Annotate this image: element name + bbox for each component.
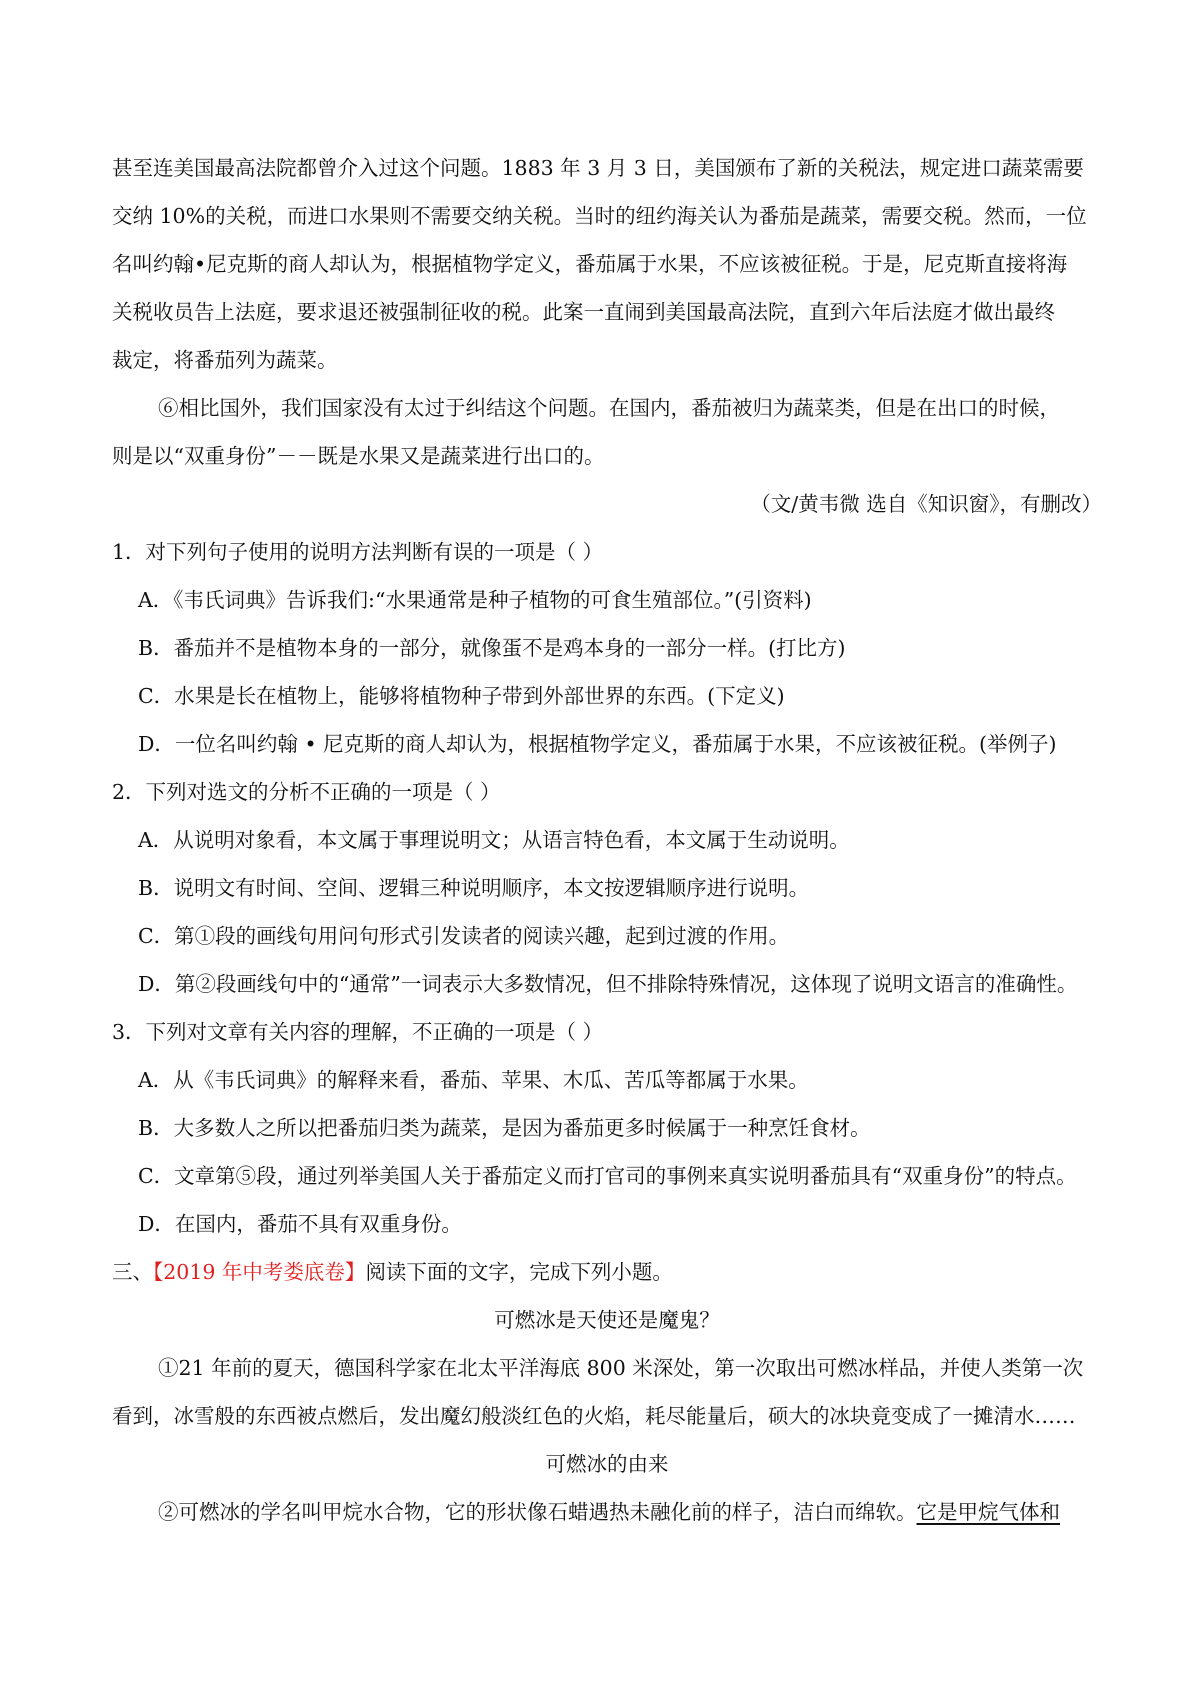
source-citation: （文/黄韦微 选自《知识窗》，有删改） (750, 492, 1102, 516)
question-1-option-b: B．番茄并不是植物本身的一部分，就像蛋不是鸡本身的一部分一样。(打比方) (138, 636, 846, 660)
article-subtitle: 可燃冰的由来 (545, 1452, 669, 1476)
section-3-instruction: 阅读下面的文字，完成下列小题。 (365, 1260, 673, 1284)
passage-line: 关税收员告上法庭，要求退还被强制征收的税。此案一直闹到美国最高法院，直到六年后法庭才做出最终 (112, 300, 1055, 324)
question-2-option-c: C．第①段的画线句用问句形式引发读者的阅读兴趣，起到过渡的作用。 (138, 924, 790, 948)
article-paragraph-2-line (158, 1498, 1102, 1526)
question-2-option-a: A．从说明对象看，本文属于事理说明文；从语言特色看，本文属于生动说明。 (138, 828, 850, 852)
article-paragraph-1-line: 看到，冰雪般的东西被点燃后，发出魔幻般淡红色的火焰，耗尽能量后，硕大的冰块竟变成了一摊清水…… (112, 1404, 1076, 1428)
question-1-option-a: A．《韦氏词典》告诉我们:“水果通常是种子植物的可食生殖部位。”(引资料) (138, 588, 812, 612)
question-3-option-b: B．大多数人之所以把番茄归类为蔬菜，是因为番茄更多时候属于一种烹饪食材。 (138, 1116, 871, 1140)
passage-line: 交纳 10%的关税，而进口水果则不需要交纳关税。当时的纽约海关认为番茄是蔬菜，需要交税。然而，一位 (112, 204, 1087, 228)
passage-line: 甚至连美国最高法院都曾介入过这个问题。1883 年 3 月 3 日，美国颁布了新的关税法，规定进口蔬菜需要 (112, 156, 1084, 180)
question-2-option-b: B．说明文有时间、空间、逻辑三种说明顺序，本文按逻辑顺序进行说明。 (138, 876, 810, 900)
underlined-sentence: 它是甲烷气体和 (916, 1500, 1060, 1524)
paragraph-6-line: 则是以“双重身份”－－既是水果又是蔬菜进行出口的。 (112, 444, 605, 468)
paragraph-6-line: ⑥相比国外，我们国家没有太过于纠结这个问题。在国内，番茄被归为蔬菜类，但是在出口的时候， (158, 396, 1060, 420)
paragraph-2-text: ②可燃冰的学名叫甲烷水合物，它的形状像石蜡遇热未融化前的样子，洁白而绵软。 (158, 1500, 917, 1524)
question-3-stem: 3．下列对文章有关内容的理解，不正确的一项是（ ） (112, 1020, 604, 1044)
article-paragraph-1-line: ①21 年前的夏天，德国科学家在北太平洋海底 800 米深处，第一次取出可燃冰样品，并使人类第一次 (158, 1356, 1084, 1380)
question-3-option-c: C．文章第⑤段，通过列举美国人关于番茄定义而打官司的事例来真实说明番茄具有“双重身份”的特点。 (138, 1164, 1077, 1188)
question-1-stem: 1．对下列句子使用的说明方法判断有误的一项是（ ） (112, 540, 604, 564)
question-1-option-c: C．水果是长在植物上，能够将植物种子带到外部世界的东西。(下定义) (138, 684, 785, 708)
question-2-option-d: D．第②段画线句中的“通常”一词表示大多数情况，但不排除特殊情况，这体现了说明文语言的准确性。 (138, 972, 1078, 996)
article-title: 可燃冰是天使还是魔鬼？ (494, 1308, 720, 1332)
passage-line: 裁定，将番茄列为蔬菜。 (112, 348, 338, 372)
section-3-number: 三、 (112, 1260, 153, 1284)
section-3-heading (112, 1258, 1102, 1286)
question-2-stem: 2．下列对选文的分析不正确的一项是（ ） (112, 780, 501, 804)
question-3-option-d: D．在国内，番茄不具有双重身份。 (138, 1212, 462, 1236)
question-3-option-a: A．从《韦氏词典》的解释来看，番茄、苹果、木瓜、苦瓜等都属于水果。 (138, 1068, 809, 1092)
question-1-option-d: D．一位名叫约翰 • 尼克斯的商人却认为，根据植物学定义，番茄属于水果，不应该被征税。(举例子) (138, 732, 1057, 756)
passage-line: 名叫约翰•尼克斯的商人却认为，根据植物学定义，番茄属于水果，不应该被征税。于是，尼克斯直接将海 (112, 252, 1068, 276)
exam-source-tag: 【2019 年中考娄底卷】 (153, 1260, 366, 1284)
